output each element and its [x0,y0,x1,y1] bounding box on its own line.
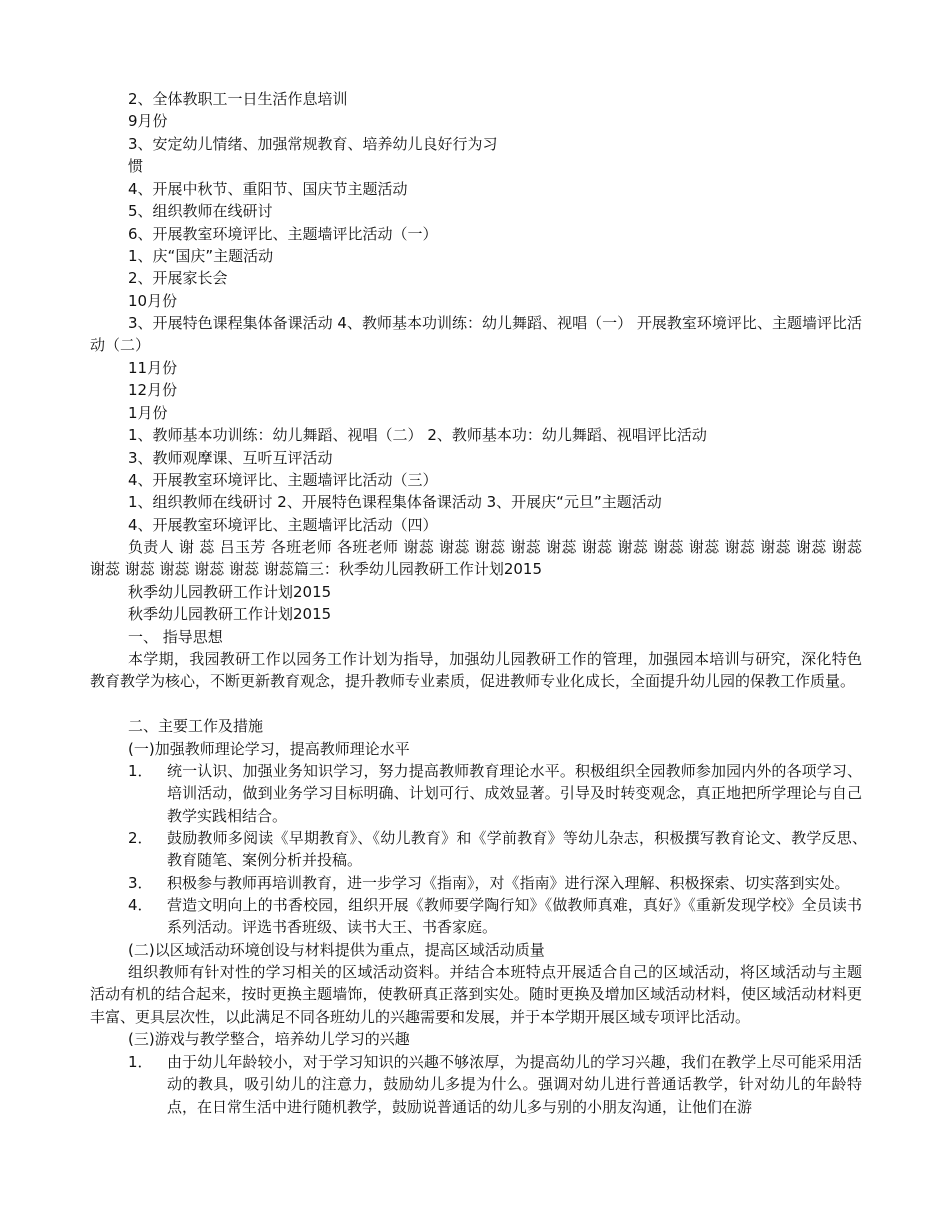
list-item: 统一认识、加强业务知识学习，努力提高教师教育理论水平。积极组织全园教师参加园内外的各项学习、培训活动，做到业务学习目标明确、计划可行、成效显著。引导及时转变观念，真正地把所学理论与自己教学实践相结合。 [167,762,862,825]
title-line: 秋季幼儿园教研工作计划2015 [128,605,332,623]
text-line: 6、开展教室环境评比、主题墙评比活动（一） [128,225,438,243]
subsection-heading: (一)加强教师理论学习，提高教师理论水平 [128,740,410,758]
list-number: 3． [128,874,153,892]
text-line: 3、安定幼儿情绪、加强常规教育、培养幼儿良好行为习 [128,135,498,153]
text-line: 1、组织教师在线研讨 2、开展特色课程集体备课活动 3、开展庆“元旦”主题活动 [128,493,662,511]
month-heading: 9月份 [128,112,168,130]
text-line: 2、全体教职工一日生活作息培训 [128,90,348,108]
text-line: 5、组织教师在线研讨 [128,202,273,220]
text-paragraph: 负责人 谢 蕊 吕玉芳 各班老师 各班老师 谢蕊 谢蕊 谢蕊 谢蕊 谢蕊 谢蕊 谢蕊 谢蕊 谢蕊 谢蕊 谢蕊 谢蕊 谢蕊 谢蕊 谢蕊 谢蕊 谢蕊 谢蕊 谢蕊篇三：秋季幼儿园教研工作计划2015 [90,538,862,579]
list-item: 由于幼儿年龄较小，对于学习知识的兴趣不够浓厚，为提高幼儿的学习兴趣，我们在教学上尽可能采用活动的教具，吸引幼儿的注意力，鼓励幼儿多提为什么。强调对幼儿进行普通话教学，针对幼儿的年龄特点，在日常生活中进行随机教学，鼓励说普通话的幼儿多与别的小朋友沟通，让他们在游 [167,1053,862,1116]
text-line: 1、教师基本功训练：幼儿舞蹈、视唱（二） 2、教师基本功：幼儿舞蹈、视唱评比活动 [128,426,707,444]
text-line: 2、开展家长会 [128,269,228,287]
month-heading: 12月份 [128,381,178,399]
section-heading: 二、主要工作及措施 [128,717,264,735]
section-heading: 一、 指导思想 [128,628,223,646]
list-number: 1． [128,762,153,780]
text-line: 4、开展教室环境评比、主题墙评比活动（四） [128,516,438,534]
text-line: 惯 [128,157,144,175]
title-line: 秋季幼儿园教研工作计划2015 [128,583,332,601]
list-item: 营造文明向上的书香校园，组织开展《教师要学陶行知》《做教师真难，真好》《重新发现学校》全员读书系列活动。评选书香班级、读书大王、书香家庭。 [167,896,862,937]
month-heading: 1月份 [128,404,168,422]
text-paragraph: 3、开展特色课程集体备课活动 4、教师基本功训练：幼儿舞蹈、视唱（一） 开展教室环境评比、主题墙评比活动（二） [90,314,862,355]
month-heading: 10月份 [128,292,178,310]
text-line: 3、教师观摩课、互听互评活动 [128,449,333,467]
subsection-heading: (三)游戏与教学整合，培养幼儿学习的兴趣 [128,1030,410,1048]
list-item: 鼓励教师多阅读《早期教育》、《幼儿教育》和《学前教育》等幼儿杂志，积极撰写教育论文、教学反思、教育随笔、案例分析并投稿。 [167,829,867,870]
text-line: 1、庆“国庆”主题活动 [128,247,274,265]
body-paragraph: 组织教师有针对性的学习相关的区域活动资料。并结合本班特点开展适合自己的区域活动，将区域活动与主题活动有机的结合起来，按时更换主题墙饰，使教研真正落到实处。随时更换及增加区域活动材料，使区域活动材料更丰富、更具层次性，以此满足不同各班幼儿的兴趣需要和发展，并于本学期开展区域专项评比活动。 [90,963,862,1026]
text-line: 4、开展教室环境评比、主题墙评比活动（三） [128,471,438,489]
subsection-heading: (二)以区域活动环境创设与材料提供为重点，提高区域活动质量 [128,941,545,959]
text-line: 4、开展中秋节、重阳节、国庆节主题活动 [128,180,408,198]
list-item: 积极参与教师再培训教育，进一步学习《指南》，对《指南》进行深入理解、积极探索、切实落到实处。 [167,874,850,892]
list-number: 2． [128,829,153,847]
month-heading: 11月份 [128,359,178,377]
list-number: 4． [128,896,153,914]
list-number: 1． [128,1053,153,1071]
body-paragraph: 本学期，我园教研工作以园务工作计划为指导，加强幼儿园教研工作的管理，加强园本培训与研究，深化特色教育教学为核心，不断更新教育观念，提升教师专业素质，促进教师专业化成长，全面提升幼儿园的保教工作质量。 [90,650,862,691]
